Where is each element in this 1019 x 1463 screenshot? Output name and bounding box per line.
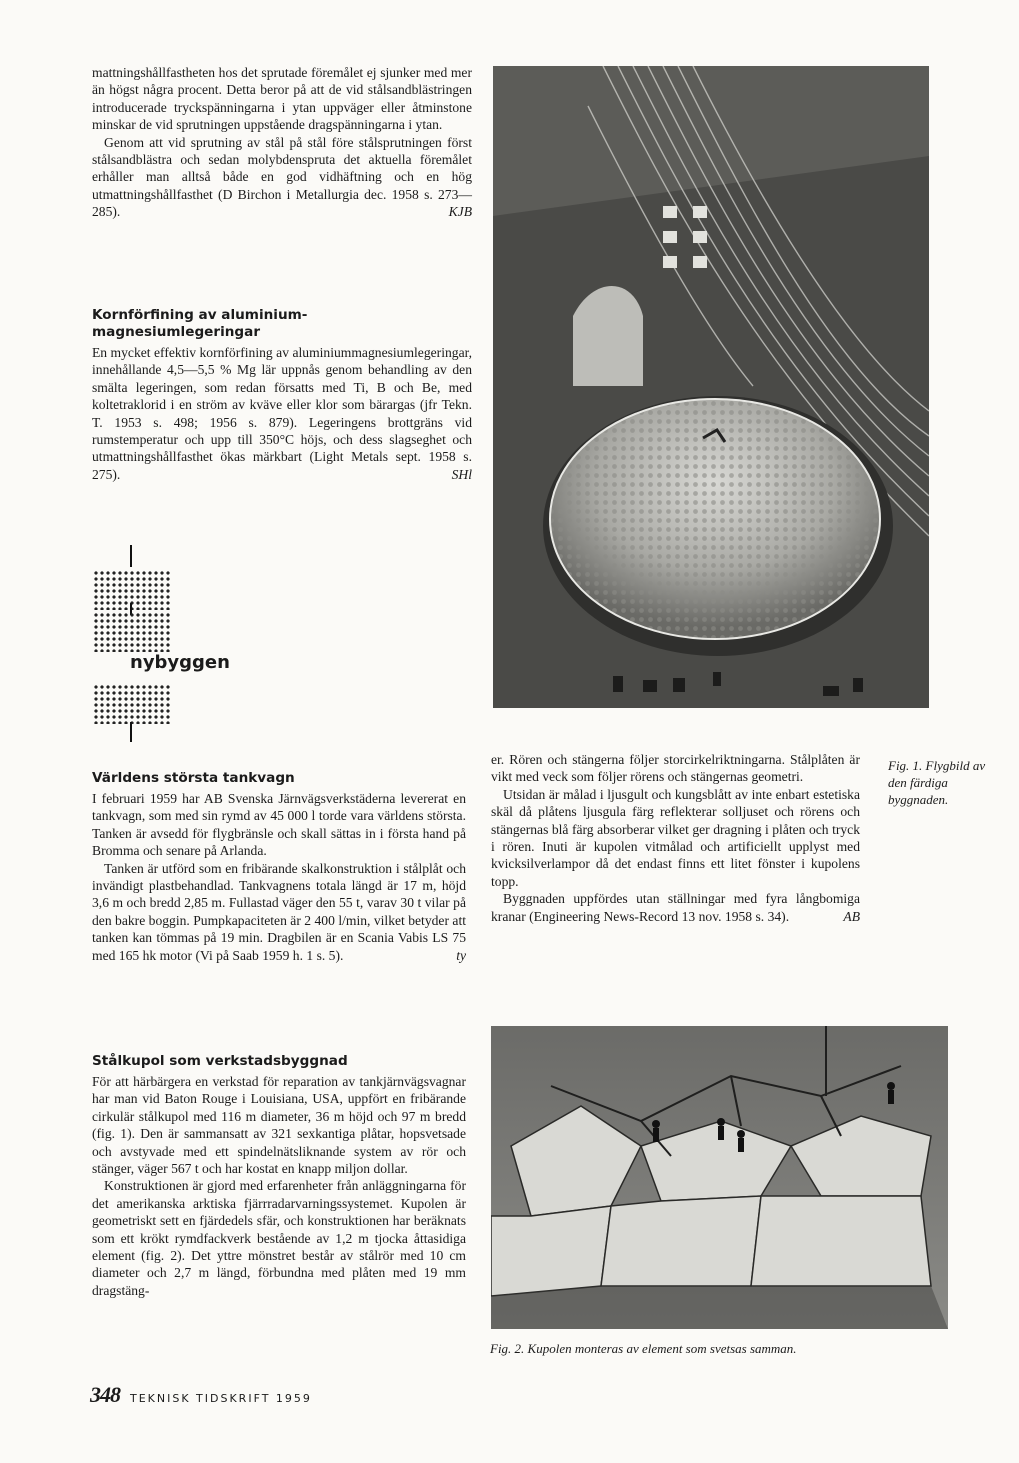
right-signature: AB — [843, 908, 860, 924]
logo-dot-pattern — [93, 570, 171, 610]
page-footer — [90, 1382, 312, 1408]
left-column-intro — [92, 64, 472, 221]
logo-rule — [130, 722, 132, 742]
article-paragraph: Konstruktionen är gjord med erfarenheter från anläggningarna för det amerikanska arktiska fjärrradarvarningssystemet. Kupolen är geometriskt sett en fjärdedels sfär, och konstruktionen har beräknats som ett krökt rymdfackverk bestående av 1,2 m tjocka åttasidiga element (fig. 2). Det yttre mönstret består av stålrör med 10 cm diameter och 2,7 m längd, förbundna med plåten med 19 mm dragstäng- — [92, 1178, 466, 1298]
logo-rule — [130, 545, 132, 567]
intro-paragraph-2 — [92, 134, 472, 221]
article-paragraph: I februari 1959 har AB Svenska Järnvägsverkstäderna levererat en tankvagn, som med sin rymd av 45 000 l torde vara världens största. Tanken är avsedd för flygbränsle och skall sättas in i första hand på Bromma och senare på Arlanda. — [92, 791, 466, 859]
intro-signature: KJB — [448, 204, 472, 220]
right-paragraph: er. Rören och stängerna följer storcirkelriktningarna. Stålplåten är vikt med veck som följer rörens och stängernas geometri. — [491, 752, 860, 785]
figure-1-aerial-photo — [493, 66, 929, 708]
figure-2-caption: Fig. 2. Kupolen monteras av element som svetsas samman. — [490, 1341, 797, 1356]
article-heading: Stålkupol som verkstadsbyggnad — [92, 1053, 348, 1069]
right-paragraph — [491, 890, 860, 925]
article-body: En mycket effektiv kornförfining av aluminiummagnesiumlegeringar, innehållande 4,5—5,5 % Mg lär uppnås genom behandling av den smälta legeringen, som redan försatts med Ti, B och Be, med koltetraklorid i en ström av kväve eller klor som bärargas (jfr Tekn. T. 1953 s. 498; 1956 s. 879). Legeringens brottgräns vid rumstemperatur och upp till 350°C höjs, och dess slagseghet och utmattningshållfasthet ökas märkbart (Light Metals sept. 1958 s. 275). — [92, 345, 472, 482]
article-stalkupol — [92, 1053, 466, 1299]
article-text — [92, 344, 472, 483]
article-paragraph-text: Tanken är utförd som en fribärande skalkonstruktion i stålplåt och invändigt plastbehandlad. Tankvagnens totala längd är 17 m, höjd 3,6 m och bredd 2,85 m. Fullastad väger den 55 t, varav 30 t vilar på den bakre boggin. Pumpkapaciteten är 2 400 l/min, vilket betyder att tanken kan tömmas på 19 min. Dragbilen är en Scania Vabis LS 75 med 165 hk motor (Vi på Saab 1959 h. 1 s. 5). — [92, 860, 466, 963]
article-heading: Kornförfining av aluminium-magnesiumlegeringar — [92, 307, 308, 340]
aerial-photo-illustration — [493, 66, 929, 708]
journal-name: TEKNISK TIDSKRIFT 1959 — [130, 1392, 312, 1405]
right-paragraph-text: Byggnaden uppfördes utan ställningar med fyra långbomiga kranar (Engineering News-Record 13 nov. 1958 s. 34). — [491, 891, 860, 924]
intro-paragraph-2-text: Genom att vid sprutning av stål på stål före stålsprutningen först stålsandblästra och sedan molybdenspruta det aktuella föremålet erhåller man alltså både en god vidhäftning och en hög utmattningshållfasthet (D Birchon i Metallurgia dec. 1958 s. 273—285). — [92, 134, 472, 220]
article-paragraph: För att härbärgera en verkstad för reparation av tankjärnvägsvagnar har man vid Baton Rouge i Louisiana, USA, uppfört en fribärande cirkulär stålkupol med 116 m diameter, 36 m höjd och 97 m bredd (fig. 1). Den är sammansatt av 321 sexkantiga plåtar, hopsvetsade och avstyvade med ett spindelnätsliknande system av rör och stänger, väger 567 t och har kostat en knapp miljon dollar. — [92, 1074, 466, 1177]
article-heading: Världens största tankvagn — [92, 770, 295, 786]
section-label: nybyggen — [130, 652, 230, 673]
article-tankvagn — [92, 770, 466, 964]
figure-1-caption: Fig. 1. Flygbild av den färdiga byggnaden. — [888, 758, 986, 807]
article-paragraph — [92, 860, 466, 964]
intro-paragraph-1: mattningshållfastheten hos det sprutade föremålet ej sjunker med mer än högst några procent. Detta beror på att de vid stålsandblästringen introducerade tryckspänningarna i ytan uppväger eller åtminstone minskar de vid sprutningen uppstående dragspänningarna i ytan. — [92, 65, 472, 133]
article-signature: SHl — [451, 466, 472, 482]
figure-2-construction-photo — [491, 1026, 948, 1329]
logo-dot-pattern — [93, 684, 171, 724]
page-number: 348 — [90, 1382, 120, 1407]
construction-photo-illustration — [491, 1026, 948, 1329]
logo-dot-pattern — [93, 612, 171, 652]
article-kornforfining — [92, 307, 472, 483]
right-paragraph: Utsidan är målad i ljusgult och kungsblått av inte enbart estetiska skäl då plåtens ljusgula färg reflekterar solljuset och rörens och stängernas blå färg absorberar vilket ger dragning i plåten och tryck i rören. Inuti är kupolen vitmålad och artificiellt upplyst med kvicksilverlampor då det endast finns ett litet fönster i kupolens topp. — [491, 786, 860, 889]
article-signature: ty — [456, 947, 466, 963]
right-column — [491, 751, 860, 925]
